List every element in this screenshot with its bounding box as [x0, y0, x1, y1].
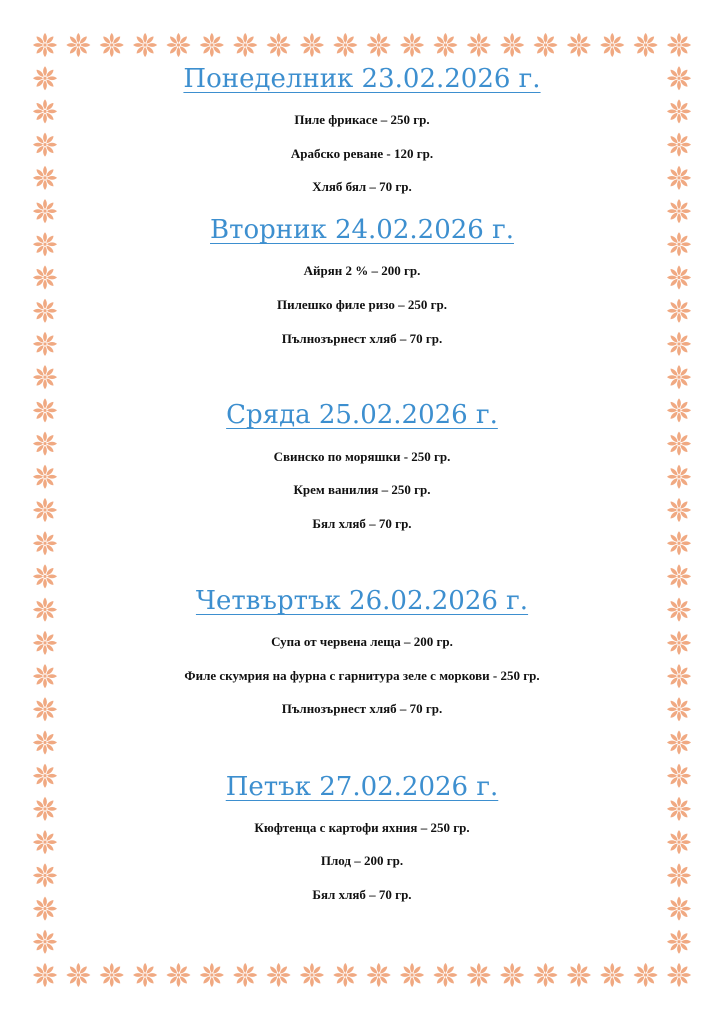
- flower-star-icon: [534, 963, 558, 987]
- flower-star-icon: [333, 963, 357, 987]
- flower-star-icon: [100, 33, 124, 57]
- flower-star-icon: [667, 498, 691, 522]
- flower-star-icon: [667, 564, 691, 588]
- day-title: Вторник 24.02.2026 г.: [210, 215, 514, 245]
- flower-star-icon: [33, 432, 57, 456]
- day-title: Понеделник 23.02.2026 г.: [183, 64, 541, 94]
- flower-star-icon: [33, 664, 57, 688]
- flower-star-icon: [33, 99, 57, 123]
- flower-star-icon: [33, 897, 57, 921]
- flower-star-icon: [33, 697, 57, 721]
- flower-star-icon: [667, 166, 691, 190]
- flower-star-icon: [667, 299, 691, 323]
- flower-star-icon: [534, 33, 558, 57]
- flower-star-icon: [33, 531, 57, 555]
- flower-star-icon: [33, 365, 57, 389]
- flower-star-icon: [33, 830, 57, 854]
- day-thursday: [70, 584, 654, 618]
- flower-star-icon: [634, 963, 658, 987]
- flower-star-icon: [267, 963, 291, 987]
- flower-star-icon: [33, 598, 57, 622]
- day-wednesday: [70, 398, 654, 432]
- flower-star-icon: [400, 963, 424, 987]
- flower-star-icon: [66, 33, 90, 57]
- flower-star-icon: [33, 465, 57, 489]
- flower-star-icon: [567, 33, 591, 57]
- meal-item: Пиле фрикасе – 250 гр.: [294, 112, 430, 127]
- flower-star-icon: [33, 232, 57, 256]
- flower-star-icon: [33, 33, 57, 57]
- flower-star-icon: [667, 830, 691, 854]
- meal-item: Плод – 200 гр.: [320, 853, 404, 868]
- flower-star-icon: [300, 963, 324, 987]
- day-monday: [70, 62, 654, 96]
- meal-item: Айрян 2 % – 200 гр.: [303, 263, 421, 278]
- flower-star-icon: [200, 33, 224, 57]
- flower-star-icon: [667, 664, 691, 688]
- flower-star-icon: [667, 531, 691, 555]
- flower-star-icon: [500, 963, 524, 987]
- flower-star-icon: [667, 432, 691, 456]
- flower-star-icon: [433, 33, 457, 57]
- meal-item: Бял хляб – 70 гр.: [312, 887, 412, 902]
- flower-star-icon: [33, 731, 57, 755]
- meal-item: Пилешко филе ризо – 250 гр.: [276, 297, 447, 312]
- flower-star-icon: [66, 963, 90, 987]
- flower-star-icon: [300, 33, 324, 57]
- meal-item: Хляб бял – 70 гр.: [312, 179, 412, 194]
- day-tuesday: [70, 213, 654, 247]
- flower-star-icon: [667, 199, 691, 223]
- flower-star-icon: [467, 33, 491, 57]
- flower-star-icon: [166, 963, 190, 987]
- flower-star-icon: [667, 66, 691, 90]
- flower-star-icon: [667, 266, 691, 290]
- meal-item: Кюфтенца с картофи яхния – 250 гр.: [254, 820, 470, 835]
- flower-star-icon: [33, 66, 57, 90]
- flower-star-icon: [33, 332, 57, 356]
- flower-star-icon: [600, 963, 624, 987]
- flower-star-icon: [667, 897, 691, 921]
- flower-star-icon: [33, 564, 57, 588]
- flower-star-icon: [33, 166, 57, 190]
- flower-star-icon: [33, 266, 57, 290]
- meal-item: Крем ванилия – 250 гр.: [293, 482, 431, 497]
- flower-star-icon: [33, 930, 57, 954]
- flower-star-icon: [667, 465, 691, 489]
- flower-star-icon: [166, 33, 190, 57]
- flower-star-icon: [333, 33, 357, 57]
- flower-star-icon: [667, 232, 691, 256]
- flower-star-icon: [667, 731, 691, 755]
- day-title: Четвъртък 26.02.2026 г.: [195, 586, 529, 616]
- flower-star-icon: [33, 764, 57, 788]
- flower-star-icon: [33, 631, 57, 655]
- flower-star-icon: [500, 33, 524, 57]
- flower-star-icon: [367, 33, 391, 57]
- flower-star-icon: [667, 33, 691, 57]
- flower-star-icon: [33, 299, 57, 323]
- flower-star-icon: [33, 498, 57, 522]
- flower-star-icon: [367, 963, 391, 987]
- flower-star-icon: [33, 133, 57, 157]
- flower-star-icon: [634, 33, 658, 57]
- flower-star-icon: [400, 33, 424, 57]
- flower-star-icon: [667, 365, 691, 389]
- flower-star-icon: [667, 99, 691, 123]
- day-title: Сряда 25.02.2026 г.: [226, 400, 498, 430]
- meal-item: Пълнозърнест хляб – 70 гр.: [281, 331, 443, 346]
- flower-star-icon: [33, 398, 57, 422]
- flower-star-icon: [433, 963, 457, 987]
- flower-star-icon: [667, 598, 691, 622]
- flower-star-icon: [667, 133, 691, 157]
- flower-star-icon: [33, 963, 57, 987]
- meal-item: Супа от червена леща – 200 гр.: [271, 634, 453, 649]
- flower-star-icon: [600, 33, 624, 57]
- flower-star-icon: [33, 863, 57, 887]
- flower-star-icon: [267, 33, 291, 57]
- flower-star-icon: [33, 797, 57, 821]
- meal-item: Пълнозърнест хляб – 70 гр.: [281, 701, 443, 716]
- meal-item: Арабско реване - 120 гр.: [290, 146, 434, 161]
- flower-star-icon: [667, 764, 691, 788]
- flower-star-icon: [133, 963, 157, 987]
- flower-star-icon: [33, 199, 57, 223]
- day-title: Петък 27.02.2026 г.: [225, 772, 499, 802]
- flower-star-icon: [133, 33, 157, 57]
- flower-star-icon: [667, 930, 691, 954]
- flower-star-icon: [100, 963, 124, 987]
- day-friday: [70, 770, 654, 804]
- flower-star-icon: [667, 631, 691, 655]
- flower-star-icon: [667, 697, 691, 721]
- flower-star-icon: [667, 963, 691, 987]
- flower-star-icon: [667, 797, 691, 821]
- flower-star-icon: [567, 963, 591, 987]
- meal-item: Бял хляб – 70 гр.: [312, 516, 412, 531]
- flower-star-icon: [667, 398, 691, 422]
- flower-star-icon: [200, 963, 224, 987]
- flower-star-icon: [667, 332, 691, 356]
- flower-star-icon: [233, 33, 257, 57]
- flower-star-icon: [467, 963, 491, 987]
- meal-item: Филе скумрия на фурна с гарнитура зеле с моркови - 250 гр.: [184, 668, 540, 683]
- meal-item: Свинско по моряшки - 250 гр.: [273, 449, 451, 464]
- flower-star-icon: [233, 963, 257, 987]
- flower-star-icon: [667, 863, 691, 887]
